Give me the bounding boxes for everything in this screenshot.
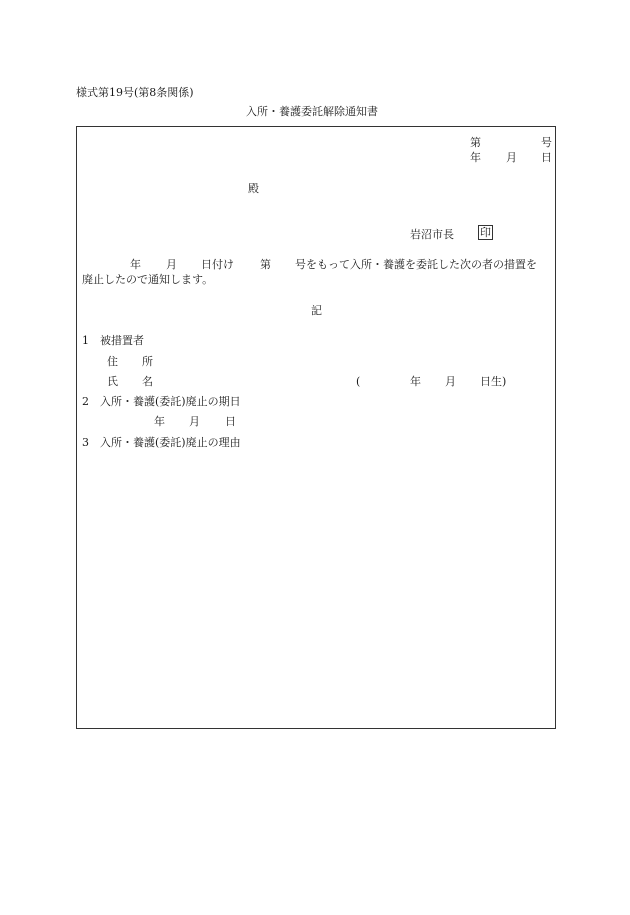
item2-year: 年 [154,415,165,428]
ki-heading: 記 [311,304,322,317]
number-dai: 第 [470,136,481,149]
item3-number: 3 [82,436,89,449]
name-label-1: 氏 [107,375,118,388]
body-month: 月 [166,258,177,271]
body-year: 年 [130,258,141,271]
issuer-name: 岩沼市長 [410,228,454,241]
birth-open-paren: ( [356,375,361,388]
birth-year: 年 [410,375,421,388]
date-year: 年 [470,151,481,164]
item2-label: 入所・養護(委託)廃止の期日 [100,395,241,408]
addressee-suffix: 殿 [248,182,259,195]
document-title: 入所・養護委託解除通知書 [246,105,378,118]
name-label-2: 名 [142,375,153,388]
address-label-1: 住 [107,355,118,368]
date-day: 日 [541,151,552,164]
body-dai: 第 [260,258,271,271]
item1-label: 被措置者 [100,334,144,347]
document-frame [76,126,556,729]
item3-label: 入所・養護(委託)廃止の理由 [100,436,241,449]
body-line2: 廃止したので通知します。 [82,273,214,286]
birth-month: 月 [445,375,456,388]
body-dated: 日付け [201,258,234,271]
form-number-label: 様式第19号(第8条関係) [76,86,194,99]
item1-number: 1 [82,334,89,347]
seal-mark: 印 [480,226,491,239]
number-go: 号 [541,136,552,149]
birth-day: 日生) [480,375,507,388]
date-month: 月 [506,151,517,164]
item2-month: 月 [189,415,200,428]
body-line1-rest: 号をもって入所・養護を委託した次の者の措置を [295,258,537,271]
item2-day: 日 [225,415,236,428]
address-label-2: 所 [142,355,153,368]
item2-number: 2 [82,395,89,408]
